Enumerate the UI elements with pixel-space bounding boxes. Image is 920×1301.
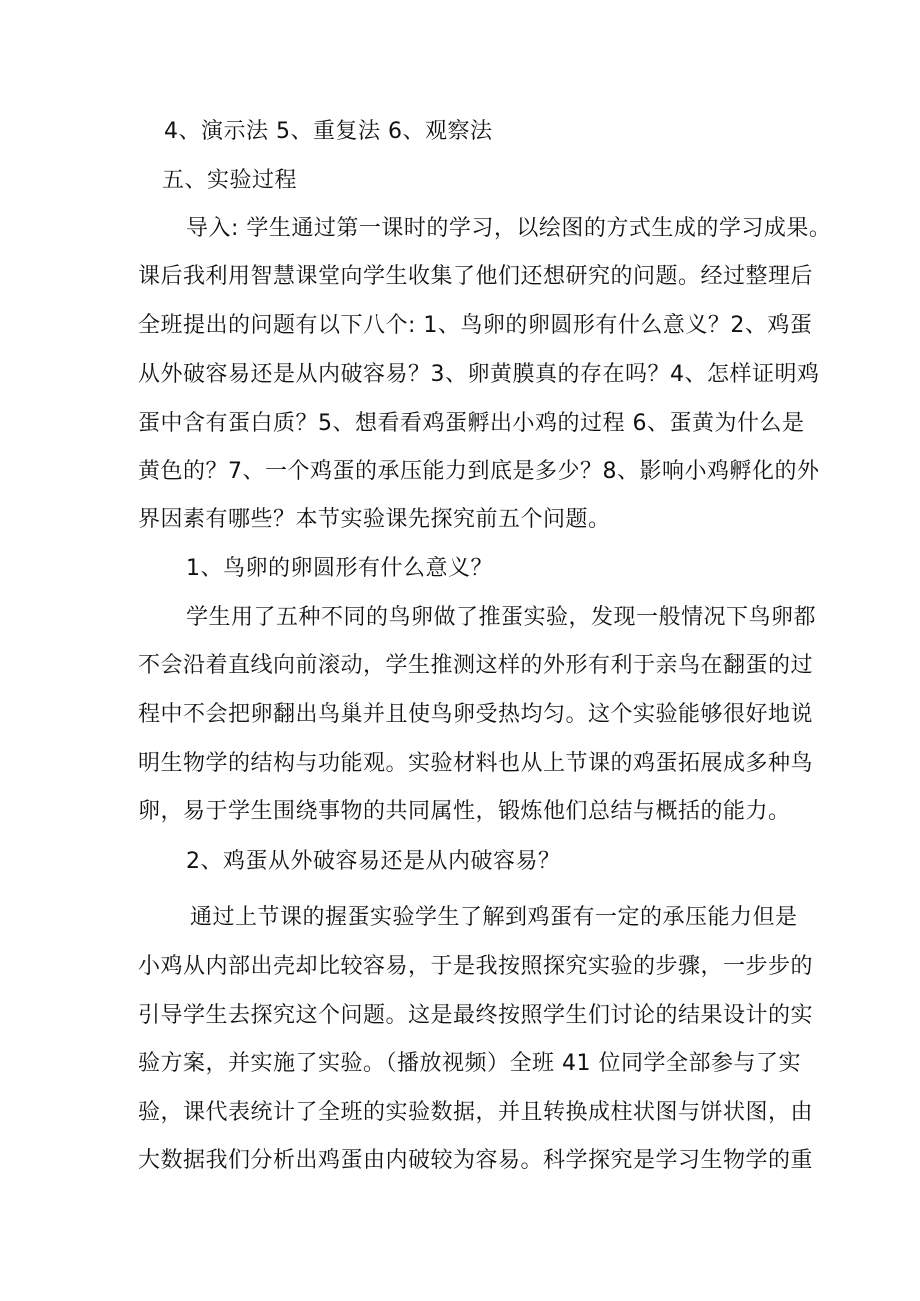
question-heading: 1、鸟卵的卵圆形有什么意义？ [186,556,493,581]
paragraph-line: 通过上节课的握蛋实验学生了解到鸡蛋有一定的承压能力但是 [190,905,798,930]
paragraph-line: 小鸡从内部出壳却比较容易，于是我按照探究实验的步骤，一步步的 [138,954,814,979]
paragraph-line: 验方案，并实施了实验。（播放视频）全班 41 位同学全部参与了实 [138,1051,801,1076]
paragraph-line: 明生物学的结构与功能观。实验材料也从上节课的鸡蛋拓展成多种鸟 [138,751,814,776]
paragraph-line: 课后我利用智慧课堂向学生收集了他们还想研究的问题。经过整理后 [138,264,814,289]
paragraph-line: 蛋中含有蛋白质？5、想看看鸡蛋孵出小鸡的过程 6、蛋黄为什么是 [138,411,805,436]
paragraph-line: 大数据我们分析出鸡蛋由内破较为容易。科学探究是学习生物学的重 [138,1148,814,1173]
paragraph-line: 学生用了五种不同的鸟卵做了推蛋实验，发现一般情况下鸟卵都 [186,605,817,630]
question-heading: 2、鸡蛋从外破容易还是从内破容易？ [186,849,561,874]
paragraph-line: 导入: 学生通过第一课时的学习，以绘图的方式生成的学习成果。 [186,216,832,241]
method-list-line: 4、演示法 5、重复法 6、观察法 [164,119,493,144]
paragraph-line: 从外破容易还是从内破容易？3、卵黄膜真的存在吗？4、怎样证明鸡 [138,362,820,387]
paragraph-line: 引导学生去探究这个问题。这是最终按照学生们讨论的结果设计的实 [138,1003,814,1028]
paragraph-line: 验，课代表统计了全班的实验数据，并且转换成柱状图与饼状图，由 [138,1100,814,1125]
paragraph-line: 不会沿着直线向前滚动，学生推测这样的外形有利于亲鸟在翻蛋的过 [138,653,814,678]
paragraph-line: 程中不会把卵翻出鸟巢并且使鸟卵受热均匀。这个实验能够很好地说 [138,702,814,727]
paragraph-line: 界因素有哪些？本节实验课先探究前五个问题。 [138,507,611,532]
section-heading: 五、实验过程 [162,168,298,193]
paragraph-line: 黄色的？7、一个鸡蛋的承压能力到底是多少？8、影响小鸡孵化的外 [138,459,820,484]
paragraph-line: 全班提出的问题有以下八个: 1、鸟卵的卵圆形有什么意义？2、鸡蛋 [138,313,813,338]
paragraph-line: 卵，易于学生围绕事物的共同属性，锻炼他们总结与概括的能力。 [138,799,791,824]
